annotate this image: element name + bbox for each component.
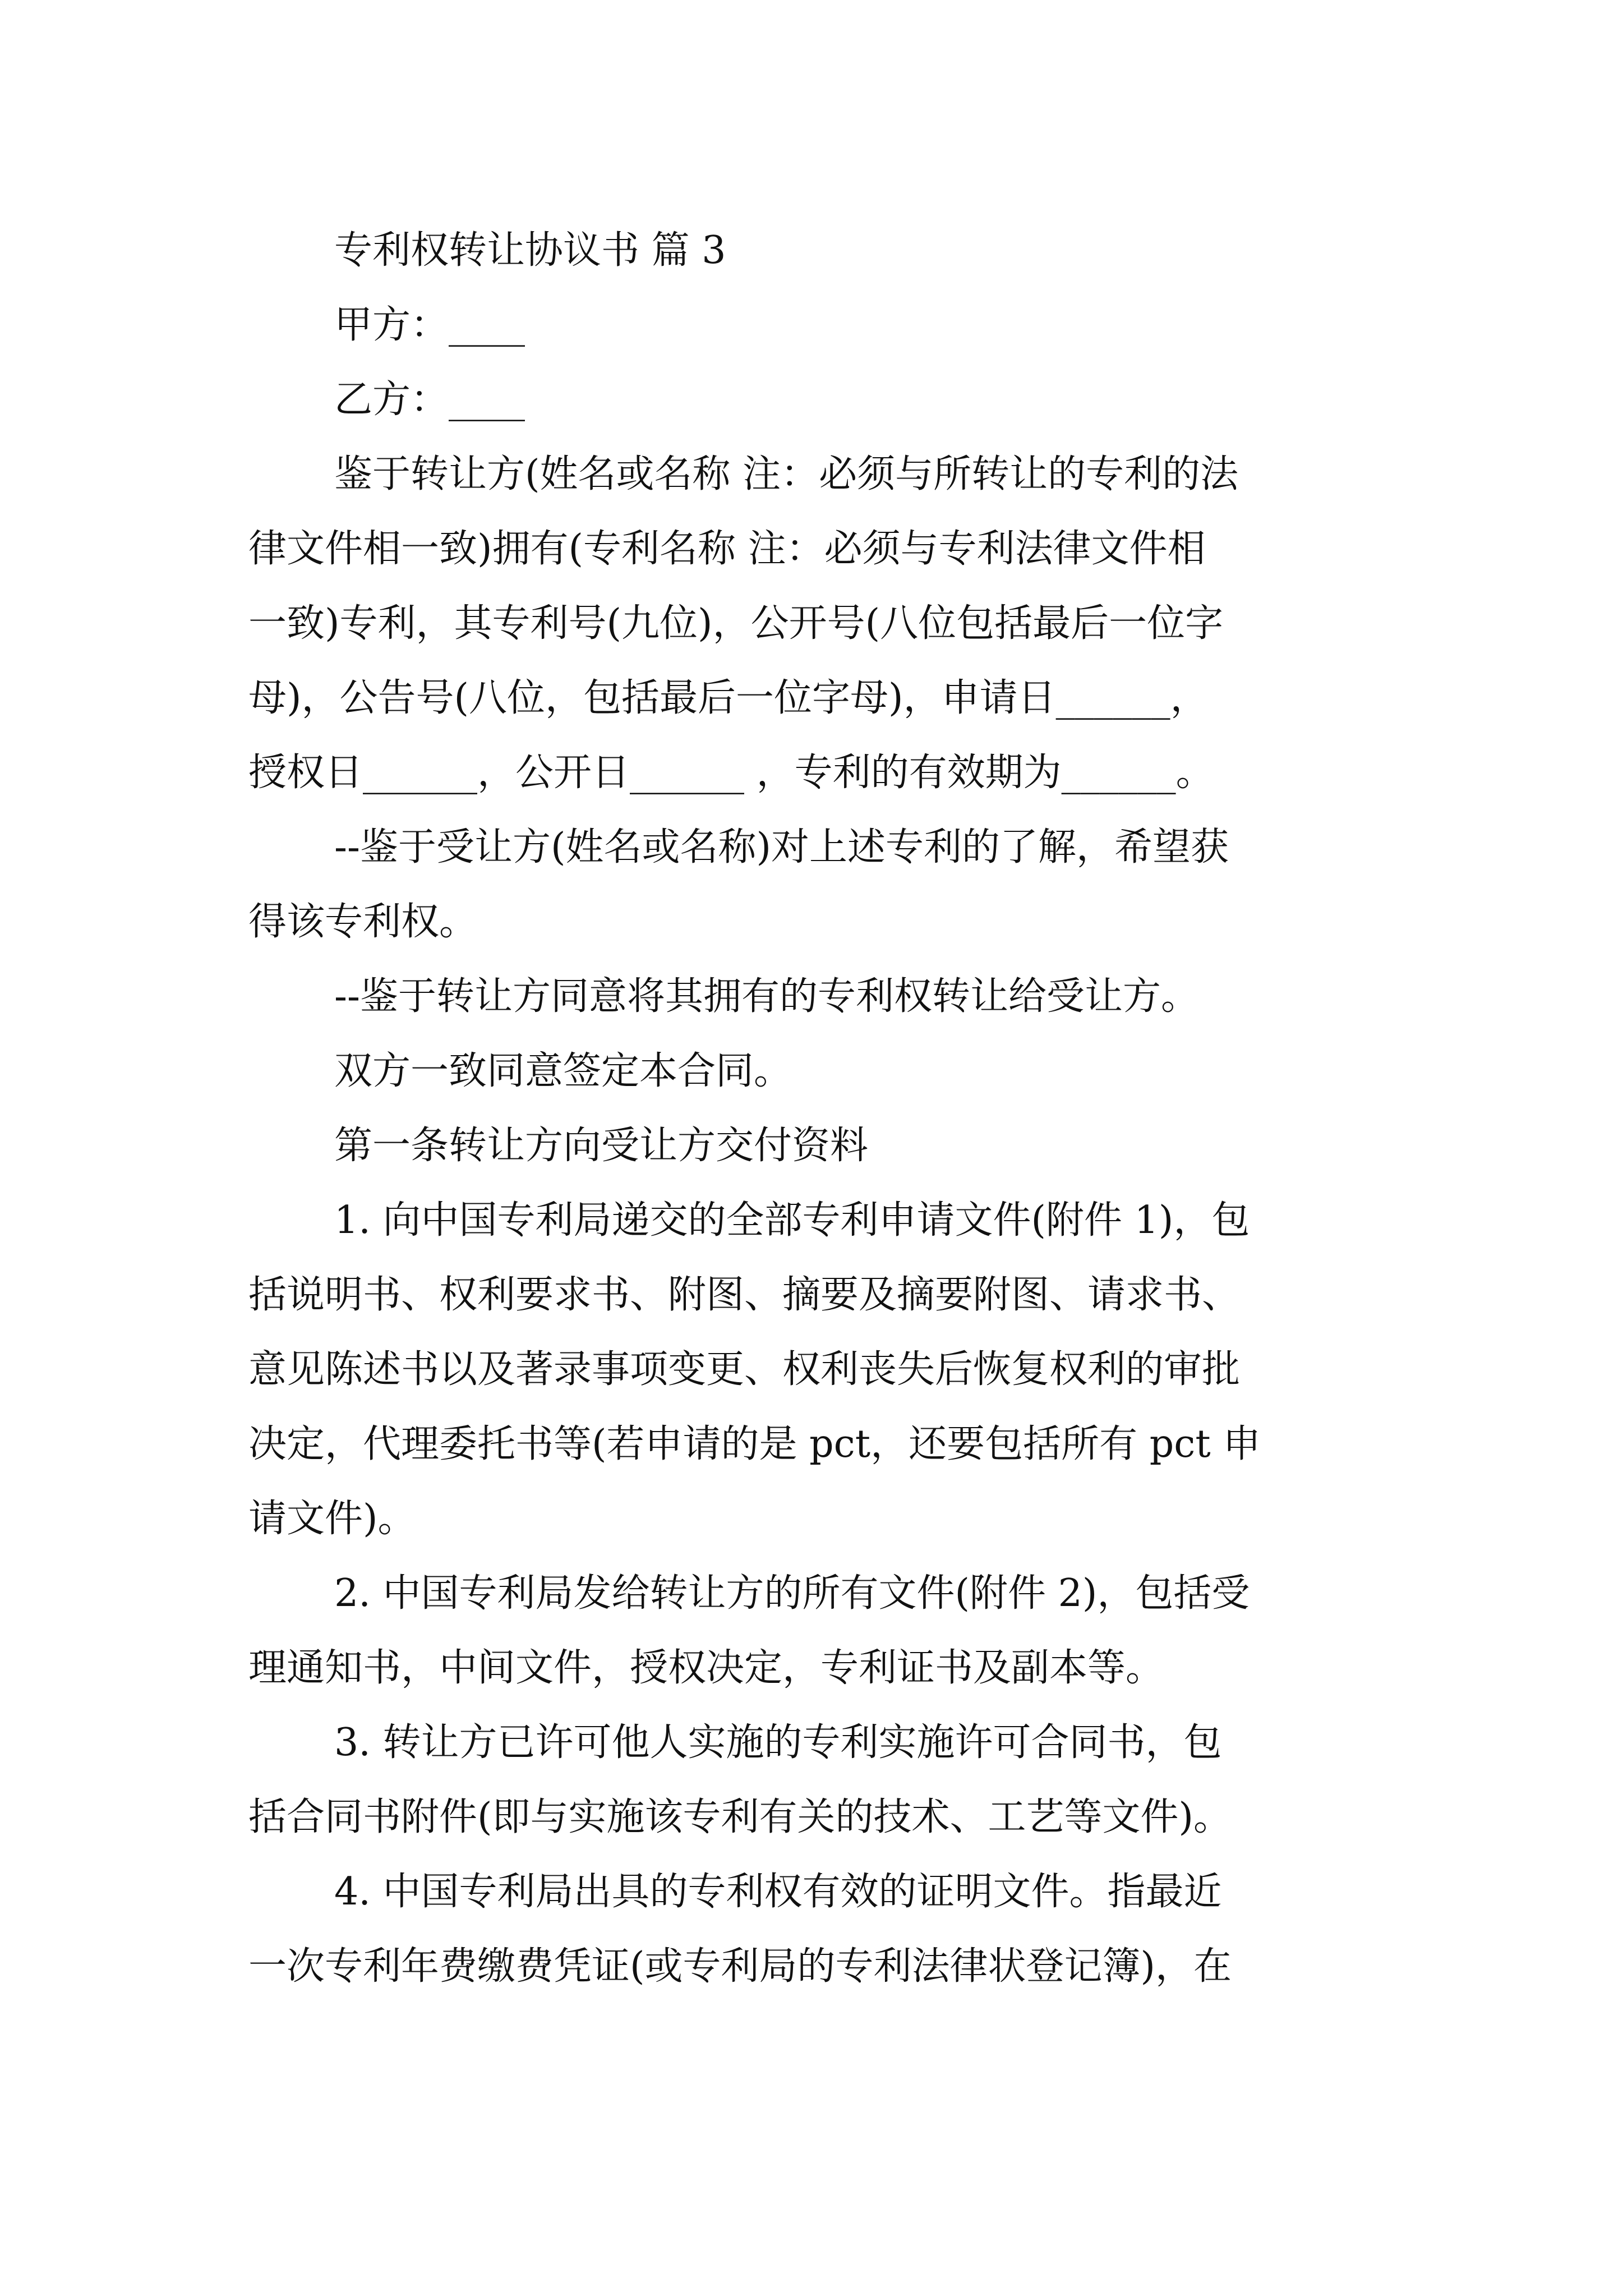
text-line: 括说明书、权利要求书、附图、摘要及摘要附图、请求书、 xyxy=(248,1273,1241,1317)
text-line: 决定，代理委托书等(若申请的是 pct，还要包括所有 pct 申 xyxy=(248,1422,1261,1466)
text-line: 一致)专利，其专利号(九位)，公开号(八位包括最后一位字 xyxy=(248,601,1224,646)
text-line: 1. 向中国专利局递交的全部专利申请文件(附件 1)，包 xyxy=(334,1198,1250,1243)
text-line: 得该专利权。 xyxy=(248,900,478,944)
party-b-line: 乙方：____ xyxy=(334,378,525,422)
text-line: 鉴于转让方(姓名或名称 注：必须与所转让的专利的法 xyxy=(334,452,1239,496)
text-line: 律文件相一致)拥有(专利名称 注：必须与专利法律文件相 xyxy=(248,527,1206,571)
document-title: 专利权转让协议书 篇 3 xyxy=(334,228,726,273)
text-line: --鉴于转让方同意将其拥有的专利权转让给受让方。 xyxy=(334,974,1199,1019)
text-line: 一次专利年费缴费凭证(或专利局的专利法律状登记簿)，在 xyxy=(248,1944,1232,1989)
text-line: 授权日______，公开日______ ，专利的有效期为______。 xyxy=(248,751,1214,795)
text-line: 3. 转让方已许可他人实施的专利实施许可合同书，包 xyxy=(334,1720,1222,1765)
text-line: 双方一致同意签定本合同。 xyxy=(334,1049,792,1093)
text-line: 4. 中国专利局出具的专利权有效的证明文件。指最近 xyxy=(334,1870,1222,1914)
text-line: --鉴于受让方(姓名或名称)对上述专利的了解，希望获 xyxy=(334,825,1229,869)
text-line: 2. 中国专利局发给转让方的所有文件(附件 2)，包括受 xyxy=(334,1571,1250,1616)
article-heading: 第一条转让方向受让方交付资料 xyxy=(334,1124,869,1168)
text-line: 理通知书，中间文件，授权决定，专利证书及副本等。 xyxy=(248,1646,1164,1690)
text-line: 请文件)。 xyxy=(248,1497,416,1541)
text-line: 括合同书附件(即与实施该专利有关的技术、工艺等文件)。 xyxy=(248,1795,1232,1839)
party-a-line: 甲方：____ xyxy=(334,303,525,347)
text-line: 母)，公告号(八位，包括最后一位字母)，申请日______， xyxy=(248,676,1209,720)
document-body xyxy=(248,213,1393,2004)
text-line: 意见陈述书以及著录事项变更、权利丧失后恢复权利的审批 xyxy=(248,1347,1241,1392)
